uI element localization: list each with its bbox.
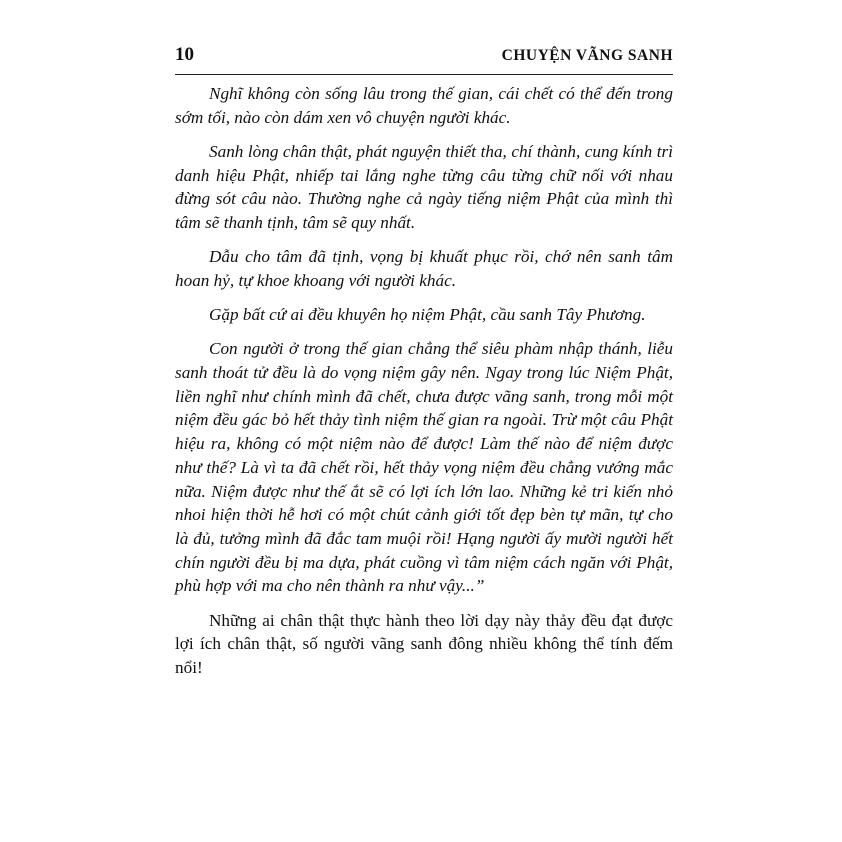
running-title: CHUYỆN VÃNG SANH <box>501 47 673 64</box>
paragraph-3: Dẫu cho tâm đã tịnh, vọng bị khuất phục rồi, chớ nên sanh tâm hoan hỷ, tự khoe khoang với người khác. <box>175 247 673 290</box>
paragraph-6: Những ai chân thật thực hành theo lời dạy này thảy đều đạt được lợi ích chân thật, số người vãng sanh đông nhiều không thể tính đếm nổi! <box>175 610 673 677</box>
book-page <box>175 38 673 680</box>
page-number: 10 <box>175 44 194 65</box>
paragraph-2: Sanh lòng chân thật, phát nguyện thiết tha, chí thành, cung kính trì danh hiệu Phật, nhiếp tai lắng nghe từng câu từng chữ nối với nhau đừng sót câu nào. Thường nghe cả ngày tiếng niệm Phật của mình thì tâm sẽ thanh tịnh, tâm sẽ quy nhất. <box>175 141 673 233</box>
paragraph-gap <box>175 293 673 304</box>
paragraph-4: Gặp bất cứ ai đều khuyên họ niệm Phật, cầu sanh Tây Phương. <box>209 305 646 325</box>
paragraph-1: Nghĩ không còn sống lâu trong thế gian, cái chết có thể đến trong sớm tối, nào còn dám xen vô chuyện người khác. <box>175 84 673 127</box>
paragraph-gap <box>175 235 673 246</box>
paragraph-gap <box>175 598 673 609</box>
paragraph-gap <box>175 327 673 338</box>
paragraph-gap <box>175 129 673 140</box>
page-header <box>175 38 673 75</box>
paragraph-5: Con người ở trong thế gian chẳng thể siêu phàm nhập thánh, liễu sanh thoát tử đều là do vọng niệm gây nên. Ngay trong lúc Niệm Phật, liền nghĩ như chính mình đã chết, chưa được vãng sanh, trong mỗi một niệm đều gác bỏ hết thảy tình niệm thế gian ra ngoài. Trừ một câu Phật hiệu ra, không có một niệm nào để được! Làm thế nào để niệm được như thế? Là vì ta đã chết rồi, hết thảy vọng niệm đều chẳng vướng mắc nữa. Niệm được như thế ắt sẽ có lợi ích lớn lao. Những kẻ tri kiến nhỏ nhoi hiện thời hễ hơi có một chút cảnh giới tốt đẹp bèn tự mãn, tự cho là đủ, tưởng mình đã đắc tam muội rồi! Hạng người ấy mười người hết chín người đều bị ma dựa, phát cuồng vì tâm niệm cách ngăn với Phật, phù hợp với ma cho nên thành ra như vậy...” <box>175 339 673 596</box>
page-body <box>175 82 673 680</box>
